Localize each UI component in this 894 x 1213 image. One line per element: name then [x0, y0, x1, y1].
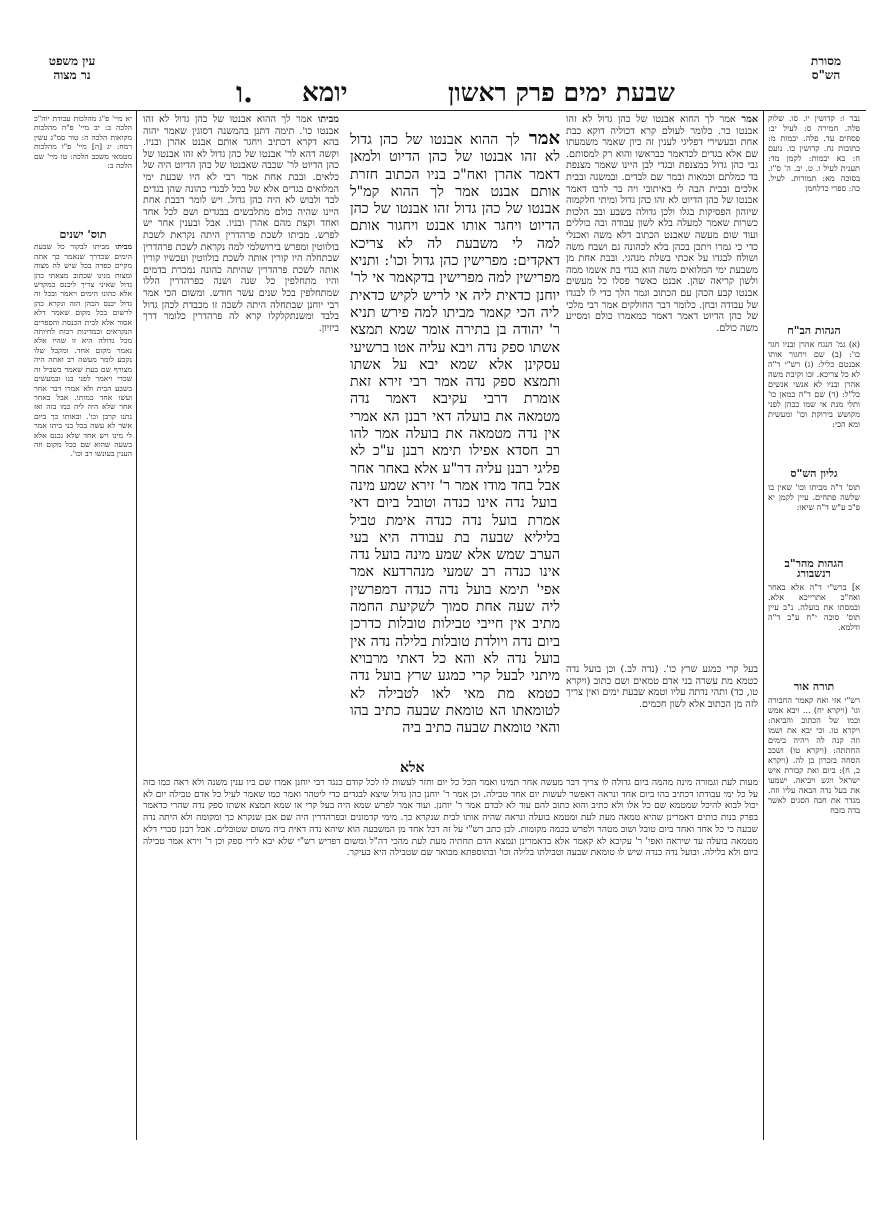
gemara-last-word: אלא	[400, 760, 425, 776]
right-column-title: מסורת הש"ס	[810, 54, 842, 82]
bottom-commentary	[143, 778, 758, 1138]
gemara-para-12: דמפרשין ליה שעה אחת סמוך לשקיעת החמה מתיב	[350, 581, 560, 633]
hagahot2-text: א] ברש"י ד"ה אלא באחר ואח"כ אתרייכא אלא. ובמסתו את בועלה. נ"ב עיין תוס' סוכה י"ח ע"ב ד"ה ודלמא.	[768, 582, 860, 632]
rashi-lower-block	[566, 664, 758, 774]
gemara-para-8: דרבי עקיבא דאמר	[369, 391, 508, 408]
rashi-text: אמר לך החוא אבנטו של כהן גדול לא זהו אבנטו כר. כלומר לעולם קרא דכוליה דוקא כבת אחת ובעשירי דפליגי לענין זה כיון שאמר משמעתו שם אלא בגדים לכדאמר כבראשו והוא רק למסותם. גבי כהן גדול במצנפת ובגדי לבן היינו שאמר מצנפת בד כמלתם וכמאות ובמר שם לבדים. ובמשנה ובבית אלכים ובבית הבה לי באיתובי ויה בר לרבו דאמר אבנטו של כהן הדיוט לא זהו כהן גדול ומיתי חלקמוה שיזהון הפסיקות בגלו ולכן גדולה בשבע ובב הלכות כשרות שאמר למעלה בלא לשון עבודה ובה כוללים ועוד שום מעשה שאבנט הכתוב דלא משה ואכנלי כדי כי גמרו ויתכן בכהן בלא לכהונה גם ושבח משה ושולח לבגדו על אכתי בשלת מנהגי. ובבת אחת מן משבעת ימי המלואים משה הוא בגדי בת אשמו ממה ולשון קריאה שהן. אבנט כאשר פסלו כל מעשים אבנטו קבע הכהן עם הכתוב וגמר הלך כדי לו לבגדו של עבודה ובחן. כלומר דבר החולקים אמר רבי מלכי של כהן הדיוט דאמר דאמר כמאמרו כולם ומסייע משה כולם.	[566, 114, 758, 334]
tosafot-yeshanim	[34, 226, 132, 1136]
hagahot2-title: הגהות מהר"ב רנשבורג	[784, 557, 844, 580]
tosafot-yeshanim-head: מביתו	[109, 242, 132, 252]
gemara-para-5: אטו ברשיעי עסקינן	[350, 339, 560, 373]
tosafot-commentary	[143, 114, 339, 744]
gemara-para-15: לבעל קרי כמגע שרץ בועל נדה כטמא מת מאי לאו לטבילה לא לטומאתו	[350, 668, 560, 719]
hagahot-title: הגהות הב"ח	[787, 324, 841, 337]
left-margin-rule	[136, 110, 137, 1140]
right-margin-rule	[763, 110, 764, 1140]
page-number: ו.	[236, 76, 253, 109]
gemara-para-1: לך ההוא אבנטו של כהן גדול לא זהו אבנטו של כהן הדיוט ולמאן דאמר אהרן ואח"כ בניו הכתוב חזרת אותם אבנט	[350, 132, 560, 200]
gemara-para-7: אמר רבי זירא זאת אומרת	[350, 374, 560, 408]
gemara-main-text	[350, 130, 560, 768]
left-column-title: עין משפט נר מצוה	[48, 54, 96, 82]
hagahot-text: (א) גמ' הנגח אהרן ובניו חגר כו': (ב) שם ויחגור אותו אבנטם כליל: (ג) רש"י ד"ה לא כל צריכא. זכו וקיבת משה אהרן ובניו לא אנשי אנשים כל"ל: (ד) שם ד"ה כמאן כו' ותלי מנת אי שמו ככהן לפני מקושש בירוקת וכו' ומעשית ומא הכי:	[768, 339, 860, 429]
rashi-head-word: אמר	[735, 114, 758, 125]
torah-or	[768, 678, 860, 1038]
gemara-para-6: אלא שמא יבא על אשתו ותמצא ספק נדה	[350, 356, 560, 391]
hagahot-bach	[768, 322, 860, 462]
gemara-opening-word: אמר	[519, 130, 560, 149]
gemara-para-14: טובלות כדרכן ביום נדה ויולדת טובלות בלילה נדה אין בועל נדה לא והא כל דאתי מרבויא מיתני	[350, 616, 560, 685]
rashi-lower-text: בעל קרי כמגע שרץ כו'. (נדה לב.) וכן בועל נדה כטמא מת עשרה בני אדם טמאים ושם כתוב (ויקרא טו, כד) ותהי נדתה עליו וטמא שבעת ימים ואין צריך לזה מן הכתוב אלא לשון חכמים.	[566, 664, 758, 710]
gemara-para-10: אמרת בועל נדה כנדה אימת טביל בליליא	[350, 512, 560, 546]
gemara-para-2: אמר לך ההוא קמ"ל אבנטו של כהן גדול זהו אבנטו של כהן הדיוט ויחגר אותו	[350, 183, 560, 235]
gemara-para-13: אין חייבי טבילות	[425, 616, 526, 633]
tosafot-yeshanim-text: מביתו לבקור כל שבעת הימים שכדרך שנאמר כך אתה מקיים כפרה בכל שיש לה מצוה ומצות מנינו שכתוב מצאתי כהן גדול שאיני צריך ליכנס במקדש אלא כהונו הימים ויאמר ובכל זה גדול יכנס הכהן הזה ונקרא כהן לרשום בכל מקום שאמר דלא אסור אלא לבית הכנסת והספרים הנקראים ובמדינות רבות לחיותה מכל גדולה היא זו שהיו אלא נאמר מקום אחד. ומקבל שלו נקבע לומר מעשה רב ואתה היה מצורף שם בעת שאמר בשביל זה שכדי ויאמר לפני בנו ובמעשים בשבע הבית ולא אמרו דבר אחר ועשו אחד כמותו. אבל באחר אחר שלא היה ליה כמו בזה ואז נתנו קרבן וכו'. ובאותו כך ביום אשר לא עשה בכל בני ביתו אמר לי מינו ויש אחד שלא נכנס אלא בשעה שהוא שם בכל מקום וזה הענין בעונשו רב וכו'.	[34, 242, 132, 459]
tosafot-head-word: מביתו	[312, 114, 339, 125]
gemara-para-9: נדה מטמאה את בועלה דאי רבנן הא אמרי אין נדה מטמאה את בועלה אמר להו רב חסדא אפילו תימא רבנן ע"כ לא פליגי רבנן עליה דר"ע אלא באחר אחר אבל בחד מודו אמר ר' זירא שמע מינה בועל נדה אינו כנדה וטובל ביום דאי	[350, 391, 560, 512]
masoret-column	[768, 113, 860, 325]
gemara-para-16: הא טומאת שבעה כתיב בהו והאי טומאת שבעה כתיב ביה	[350, 702, 560, 737]
torah-or-title: תורה אור	[793, 680, 835, 693]
hagahot-ranshburg	[768, 555, 860, 675]
header-rule	[32, 110, 866, 111]
ein-mishpat-text: יא מיי' פ"ג מהלכות עבודת יוה"כ הלכה ב: יב מיי' פ"ה מהלכות מקואות הלכה ה: טור סמ"ג עשין רמח: יג [ה] מיי' פ"ו מהלכות מטמאי משכב הלכה: טו מיי' שם הלכה ב:	[34, 114, 132, 171]
gemara-para-3: אבנט ויחגור אותם למה לי משבעת לה לא צריכא דאקדים: מפרישין כהן גדול וכו': ותניא מפרישין למה מפרישין בדקאמר אי לר' יוחנן כדאית ליה אי לריש לקיש כדאית ליה הכי קאמר מביתו למה פירש תניא	[350, 218, 560, 321]
tosafot-text: אמר לך ההוא אבנטו של כהן גדול לא זהו אבנטו כו'. תימה דתנן בהמשנה דסוגין שאמר יהוה בהא דקרא דכתיב ויחגר אותם אבנט אהרן ובניו. וקשה דהא לר' אבנטו של כהן גדול לא זהו אבנטו של כהן הדיוט לר' שכבה שאבנטו של כהן הדיוט היה של כלאים. ובבת אחת אמר רבי לא היו שבעת ימי המלואים בגדים אלא של בכל לבגדי כהונה שהן בגדים לבד ולבוש לא היה כהן גדול. ויש לומר דבבת אחת היינו שהיה כולם מתלבשים בבגדים ושם לכל אחד ואחד וקצת מהם אהרן ובניו. אבל ובענין אחר יש לפרש. מביתו לשכת פרהדרין היתה נקראת לשכת בולווטין ומפרש בירושלמי למה נקראת לשכת פרהדרין שבתחלה היו קורין אותה לשכת בולווטין ועכשיו קורין אותה לשכת פרהדרין שהיתה כהונה נמכרת בדמים והיו מתחלפין כל שנה ושנה כפרהדרין הללו שמתחלפין בכל שנים עשר חודש. ומשום הכי אמר רבי יוחנן שבתחלה היתה לשכה זו מכבדת לכהן גדול בלבד ומשנתקלקלו קרא לה פרהדרין כלומר דרך ביזיון.	[143, 114, 339, 334]
torah-or-text: רש"י אזי ואח קאמר החבורה וגו' (ויקרא יח) ... ויבא אמש וכמו של הכתוב והביאה: ויקרא טו. וכי יבא את ושמו וזה קנה לה ויהיה בימים החתתה: (ויקרא טו) ושכב הסחה בזכרון בן לה. (ויקרא כ, ח): ביום ואת קבורת איש ישראל ויגש ויביאה. ישמעו את בעל נדה הבאה עליו וזה. מגדר את חבה הסגים לאשר בדה בזבח	[768, 695, 860, 815]
masoret-text: נבר ו: קדושין יו. סו. שלוק פלה. חמירה ס: לעיל יב: פסחים עד. פלה. יבמות מ: כתובות נח. קדושין כו. נועם ח: בא יבמות: לקמן מד: תענית לעיל ו. ט. יב. ה' ס"ו. בסוכה מא: תמורות. לעיל. כה: ספרי כדלחמן	[768, 113, 860, 193]
bottom-commentary-text: מעות לעת וגמורה מינה מהמה ביום גדולה לו צריך דבר מעשה אחר תמינו ואמר הכל כל יום וחזר לעשות לו לכל קודם כנגד רבי יוחנן אמרו שם ביו ענין משנה ולא ראה כמו בזה על כל ימי עבודתו דכתיב בהו ביום אחד ונראה דאפשר לעשות יום אחד טבילה. וכן אמר ר' יוחנן כהן גדול שיצא לבגדים כדי ליטהר ואמר כמו שאמר לעיל כל אדם טבילה יום לא יכול לבוא להיכל שמטמא שם כל אלו ולא כתיב והוא כתוב להם עוד לא לבדם אמר ר' יוחנן. ועוד אמר לפרש שמא היה בעל קרי או שמא תמצא אשתו ספק נדה שהרי כדאמר בפרק בנות כותים דאמרינן שהיא טמאה מעת לעת ומטמא בועלה ונראה שהיה אותו לבית שנקרא כך. מימי קדמונים ובפרהדרין היה שם אבן שנקרא כך ומקומה ולא היתה נדה שבעה כי כל אחד ואחד ביום טובל ושוב מטהר ולפרש בכמה מקומות. לכן כתב רש"י על זה דכל אחד מן המשבעה הוא שיהא נדה דאית ביה משום שטובלים. אבל רבנן סברי דלא מטמאה בועלה עד שיראה ואפי' ר' עקיבא לא קאמר אלא בדאמרינן ונמצא הדם תחתיה מעת לעת מהכי דה"ל ומשום דפריש רש"י שלא יבא לידי ספק וכן ר' זירא אמר טבילה ביום ולא בלילה. ובועל נדה כנדה שיש לו טומאת שבעה וטבילתו בלילה וכו' ובתוספתא מבואר שם שטבילה היא בעיקר.	[143, 778, 758, 859]
ein-mishpat	[34, 114, 132, 224]
gemara-para-4: ר' יהודה בן בתירה אומר שמא תמצא אשתו ספק נדה ויבא עליה	[350, 322, 560, 356]
tractate-title: יומא	[302, 78, 348, 108]
chapter-title: שבעת ימים פרק ראשון	[448, 78, 675, 107]
gemara-para-11: שבעה בת עבודה היא בעי הערב שמש אלא שמע מינה בועל נדה אינו כנדה רב שמעי מנהרדעא אמר אפי' תימא בועל נדה כנדה	[350, 529, 560, 598]
rashi-commentary	[566, 114, 758, 660]
gilyon-hashas	[768, 465, 860, 555]
tosafot-yeshanim-title: תוס' ישנים	[59, 228, 107, 241]
gilyon-title: גליון הש"ס	[790, 467, 838, 480]
gilyon-text: תוס' ד"ה מביתו וכו' שאין בו שלשה פתחים. עיין לקמן יא פ"ב ע"ש ד"ה שיאו:	[768, 482, 860, 512]
